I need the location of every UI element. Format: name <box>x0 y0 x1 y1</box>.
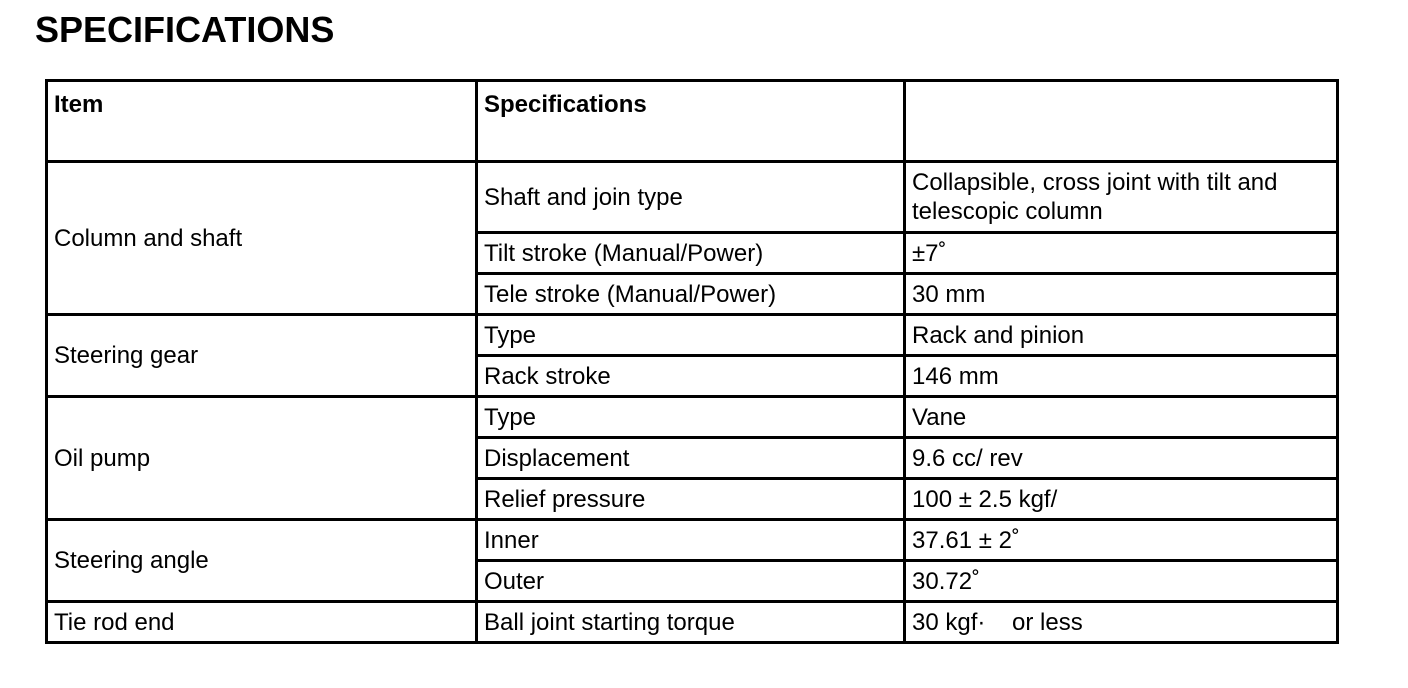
spec-cell: Rack stroke <box>477 356 905 397</box>
spec-cell: Relief pressure <box>477 479 905 520</box>
value-cell: 30 kgf· or less <box>905 602 1338 643</box>
header-specifications: Specifications <box>477 81 905 162</box>
value-cell: 9.6 cc/ rev <box>905 438 1338 479</box>
value-cell: 100 ± 2.5 kgf/ <box>905 479 1338 520</box>
header-value <box>905 81 1338 162</box>
item-steering-angle: Steering angle <box>47 520 477 602</box>
table-row <box>47 162 1338 233</box>
value-cell: Collapsible, cross joint with tilt and telescopic column <box>905 162 1338 233</box>
specifications-table <box>45 79 1339 644</box>
item-oil-pump: Oil pump <box>47 397 477 520</box>
page-title: SPECIFICATIONS <box>35 9 335 50</box>
spec-cell: Displacement <box>477 438 905 479</box>
value-cell: Rack and pinion <box>905 315 1338 356</box>
value-cell: 30 mm <box>905 274 1338 315</box>
header-item: Item <box>47 81 477 162</box>
item-column-and-shaft: Column and shaft <box>47 162 477 315</box>
spec-cell: Tilt stroke (Manual/Power) <box>477 233 905 274</box>
item-tie-rod-end: Tie rod end <box>47 602 477 643</box>
table-row <box>47 602 1338 643</box>
table-row <box>47 520 1338 561</box>
value-cell: 37.61 ± 2˚ <box>905 520 1338 561</box>
table-row <box>47 397 1338 438</box>
spec-cell: Ball joint starting torque <box>477 602 905 643</box>
value-cell: Vane <box>905 397 1338 438</box>
item-steering-gear: Steering gear <box>47 315 477 397</box>
value-cell: ±7˚ <box>905 233 1338 274</box>
value-cell: 146 mm <box>905 356 1338 397</box>
table-row <box>47 315 1338 356</box>
spec-cell: Type <box>477 315 905 356</box>
spec-cell: Type <box>477 397 905 438</box>
table-header-row <box>47 81 1338 162</box>
spec-cell: Tele stroke (Manual/Power) <box>477 274 905 315</box>
spec-cell: Shaft and join type <box>477 162 905 233</box>
spec-cell: Inner <box>477 520 905 561</box>
spec-cell: Outer <box>477 561 905 602</box>
value-cell: 30.72˚ <box>905 561 1338 602</box>
